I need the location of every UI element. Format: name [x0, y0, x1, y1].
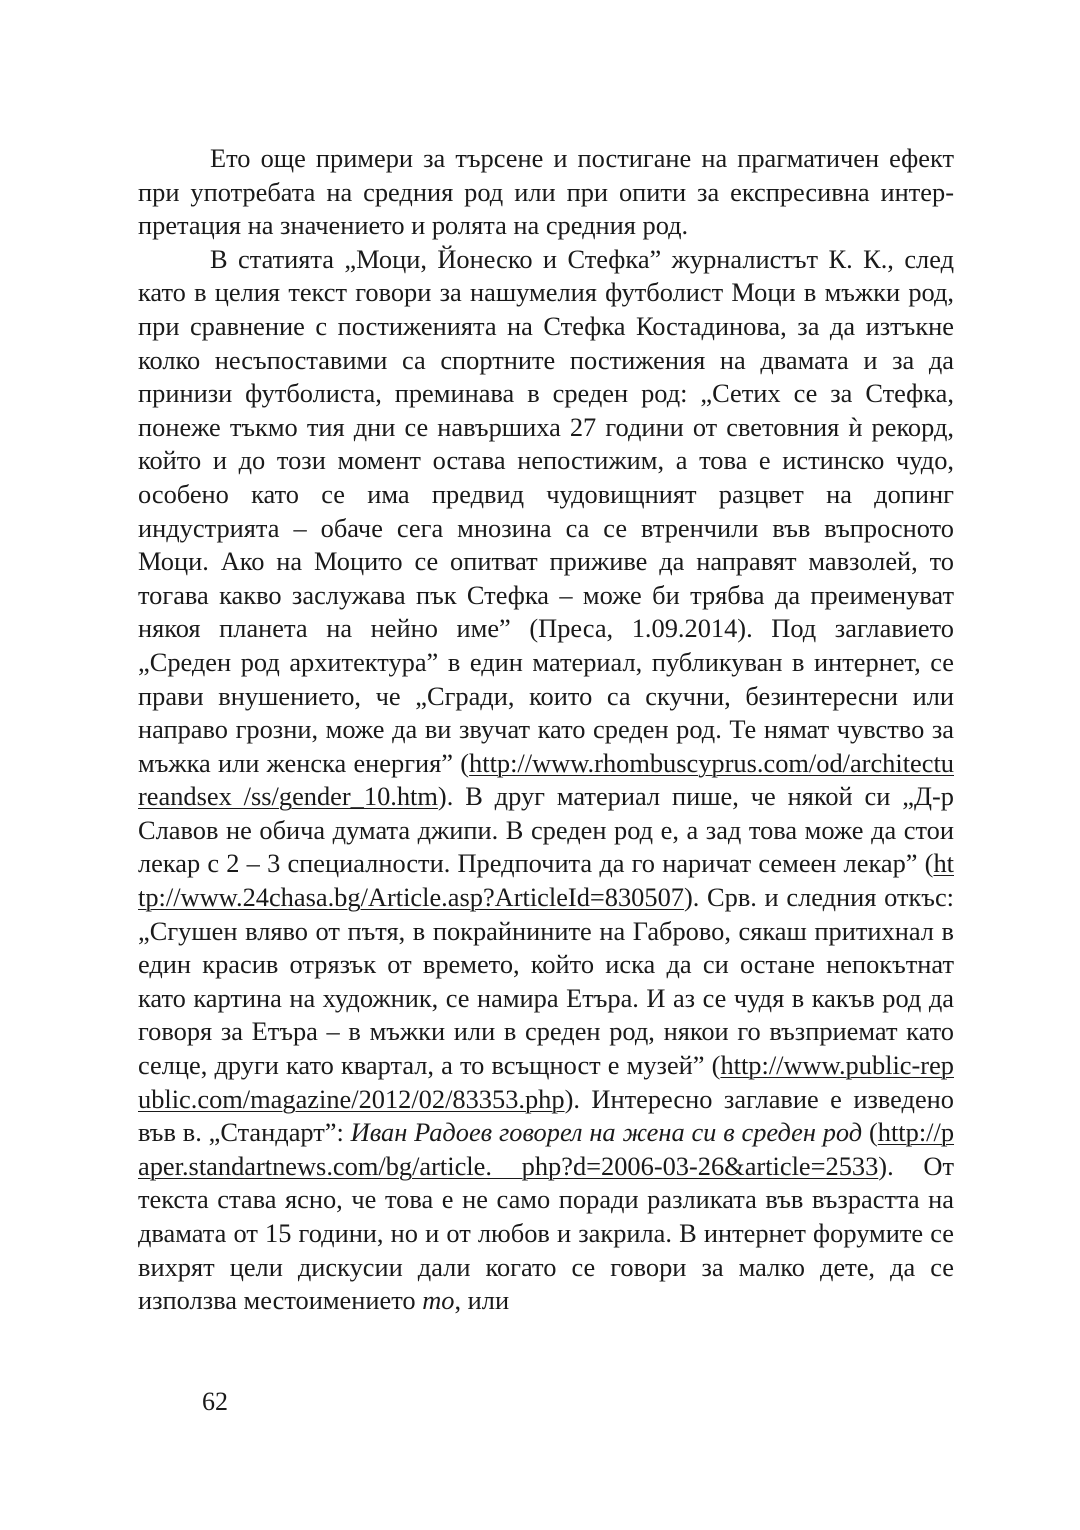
italic-article-title: Иван Радоев говорел на жена си в среден род	[350, 1117, 863, 1148]
paragraph-2-text-4: ). Интересно заглавие е изведено във в. „Стандарт”:	[138, 1083, 954, 1148]
paragraph-2-text-1: В статията „Моци, Йонеско и Стефка” журналистът К. К., след като в целия текст говори за нашумелия футболист Моци в мъжки род, при сравнение с постиженията на Стефка Костадинова, за да изтъкне колко несъпоставими са спортните постижения на двамата и за да принизи футболиста, преминава в среден род: „Сетих се за Стефка, понеже тъкмо тия дни се навършиха 27 години от световния ѝ рекорд, който и до този момент остава непостижим, а това е истинско чудо, особено като се има предвид чудовищният разцвет на допинг индустрията – обаче сега мнозина са се втренчили във въпросното Моци. Ако на Моцито се опитват приживе да направят мавзолей, то тогава какво заслужава пък Стефка – може би трябва да преименуват някоя планета на нейно име” (Преса, 1.09.2014). Под заглавието „Среден род архитектура” в един материал, публикуван в интернет, се прави внушението, че „Сгради, които са скучни, безинтересни или направо грозни, може да ви звучат като среден род. Те нямат чувство за мъжка или женска енергия” (	[138, 243, 954, 778]
page-number: 62	[202, 1387, 228, 1416]
paragraph-2-text-2: ). В друг материал пише, че някой си „Д-р Славов не обича думата джипи. В среден род е, а зад това може да стои лекар с 2 – 3 специалности. Предпочита да го наричат семеен лекар” (	[138, 781, 954, 879]
paragraph-2-text-6: ). От текста става ясно, че това е не само поради разликата във възрастта на двамата от 15 години, но и от любов и закрила. В интернет форумите се вихрят цели дискусии дали когато се говори за малко дете, да се използва местоимението	[138, 1150, 954, 1316]
paragraph-2-text-3: ). Срв. и следния откъс: „Сгушен вляво от пътя, в покрайнините на Габрово, сякаш притихнал в един красив отрязък от времето, който иска да си остане непокътнат като картина на художник, се намира Етъра. И аз се чудя в какъв род да говоря за Етъра – в мъжки или в среден род, някои го възприемат като селце, други като квартал, а то всъщност е музей” (	[138, 882, 954, 1081]
link-24chasa[interactable]: http://www.24chasa.bg/Article.asp?ArticleId=830507	[138, 848, 954, 913]
italic-pronoun-to: то	[422, 1285, 455, 1316]
paragraph-2-text-5: (	[862, 1117, 878, 1148]
paragraph-1: Ето още примери за търсене и постигане на прагматичен ефект при употребата на средния род или при опити за експресивна интер-претация на значението и ролята на средния род.	[138, 143, 954, 241]
link-public-republic[interactable]: http://www.public-republic.com/magazine/2012/02/83353.php	[138, 1050, 954, 1114]
link-standartnews[interactable]: http://paper.standartnews.com/bg/article. php?d=2006-03-26&article=2533	[138, 1117, 955, 1181]
paragraph-2-text-7: , или	[454, 1285, 510, 1316]
paragraph-2	[138, 243, 954, 1318]
page-body	[138, 142, 954, 1318]
link-rhombuscyprus[interactable]: http://www.rhombuscyprus.com/od/architectureandsex /ss/gender_10.htm	[138, 747, 954, 812]
